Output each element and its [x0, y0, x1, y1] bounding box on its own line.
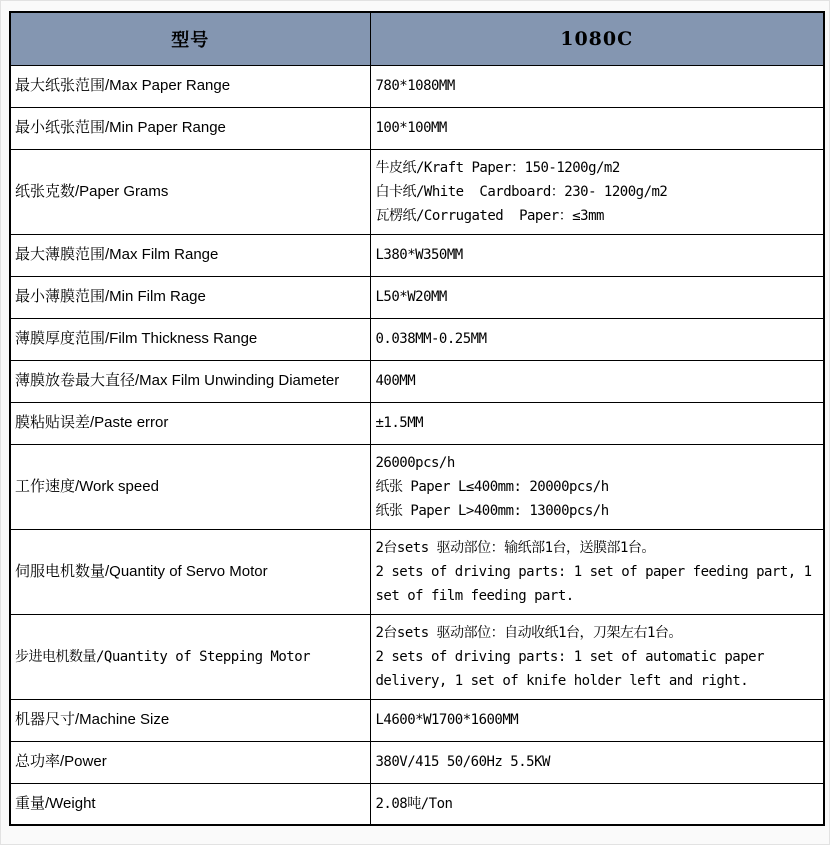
spec-row — [10, 360, 824, 402]
spec-row — [10, 783, 824, 825]
spec-value-line: L50*W20MM — [375, 289, 447, 305]
spec-value-line: 780*1080MM — [375, 78, 455, 94]
spec-row-value — [370, 276, 824, 318]
spec-value-line: 瓦楞纸/Corrugated Paper：≤3mm — [375, 207, 604, 224]
spec-row-label: 最小纸张范围/Min Paper Range — [10, 107, 370, 149]
spec-row-label: 步进电机数量/Quantity of Stepping Motor — [10, 614, 370, 699]
spec-row — [10, 276, 824, 318]
spec-row-label: 薄膜放卷最大直径/Max Film Unwinding Diameter — [10, 360, 370, 402]
spec-row-label: 伺服电机数量/Quantity of Servo Motor — [10, 529, 370, 614]
spec-value-line: ±1.5MM — [375, 415, 424, 431]
spec-row-value — [370, 234, 824, 276]
spec-row-value — [370, 149, 824, 234]
spec-value-line: 2.08吨/Ton — [375, 795, 453, 812]
spec-row — [10, 699, 824, 741]
spec-row-label: 最大纸张范围/Max Paper Range — [10, 65, 370, 107]
spec-row-value — [370, 614, 824, 699]
spec-value-line: 2 sets of driving parts: 1 set of paper feeding part, 1 set of film feeding part. — [375, 563, 820, 604]
spec-row-value — [370, 318, 824, 360]
spec-row — [10, 107, 824, 149]
spec-value-line: 100*100MM — [375, 120, 447, 136]
spec-row-label: 总功率/Power — [10, 741, 370, 783]
spec-value-line: 2 sets of driving parts: 1 set of automatic paper delivery, 1 set of knife holder left and right. — [375, 648, 772, 689]
spec-row — [10, 614, 824, 699]
spec-value-line: L380*W350MM — [375, 247, 463, 263]
spec-row-value — [370, 107, 824, 149]
spec-value-line: 2台sets 驱动部位：输纸部1台，送膜部1台。 — [375, 539, 655, 556]
spec-row-value — [370, 444, 824, 529]
spec-value-line: 26000pcs/h — [375, 454, 455, 471]
spec-row-value — [370, 529, 824, 614]
model-header-value: 1080C — [370, 12, 824, 65]
spec-row-label: 薄膜厚度范围/Film Thickness Range — [10, 318, 370, 360]
spec-row — [10, 444, 824, 529]
spec-row-value — [370, 402, 824, 444]
spec-row-label: 最大薄膜范围/Max Film Range — [10, 234, 370, 276]
spec-value-line: 400MM — [375, 373, 416, 389]
spec-header-row — [10, 12, 824, 65]
spec-row-value — [370, 360, 824, 402]
spec-row-label: 工作速度/Work speed — [10, 444, 370, 529]
spec-table — [9, 11, 825, 826]
spec-value-line: 2台sets 驱动部位：自动收纸1台，刀架左右1台。 — [375, 624, 682, 641]
spec-row — [10, 741, 824, 783]
spec-value-line: L4600*W1700*1600MM — [375, 712, 519, 728]
spec-row-value — [370, 783, 824, 825]
spec-table-body — [10, 65, 824, 825]
spec-row — [10, 318, 824, 360]
spec-value-line: 380V/415 50/60Hz 5.5KW — [375, 754, 550, 770]
spec-row — [10, 529, 824, 614]
spec-row-value — [370, 741, 824, 783]
spec-value-line: 白卡纸/White Cardboard：230- 1200g/m2 — [375, 183, 668, 200]
spec-value-line: 纸张 Paper L≤400mm: 20000pcs/h — [375, 478, 609, 495]
spec-row-label: 最小薄膜范围/Min Film Rage — [10, 276, 370, 318]
spec-row-label: 机器尺寸/Machine Size — [10, 699, 370, 741]
spec-row — [10, 65, 824, 107]
spec-row — [10, 234, 824, 276]
spec-row-value — [370, 65, 824, 107]
spec-value-line: 0.038MM-0.25MM — [375, 331, 487, 347]
spec-row-value — [370, 699, 824, 741]
spec-value-line: 牛皮纸/Kraft Paper：150-1200g/m2 — [375, 159, 620, 176]
spec-row-label: 膜粘贴误差/Paste error — [10, 402, 370, 444]
model-header-label: 型号 — [10, 12, 370, 65]
spec-row-label: 纸张克数/Paper Grams — [10, 149, 370, 234]
spec-value-line: 纸张 Paper L>400mm: 13000pcs/h — [375, 502, 609, 519]
spec-row-label: 重量/Weight — [10, 783, 370, 825]
spec-row — [10, 402, 824, 444]
spec-row — [10, 149, 824, 234]
